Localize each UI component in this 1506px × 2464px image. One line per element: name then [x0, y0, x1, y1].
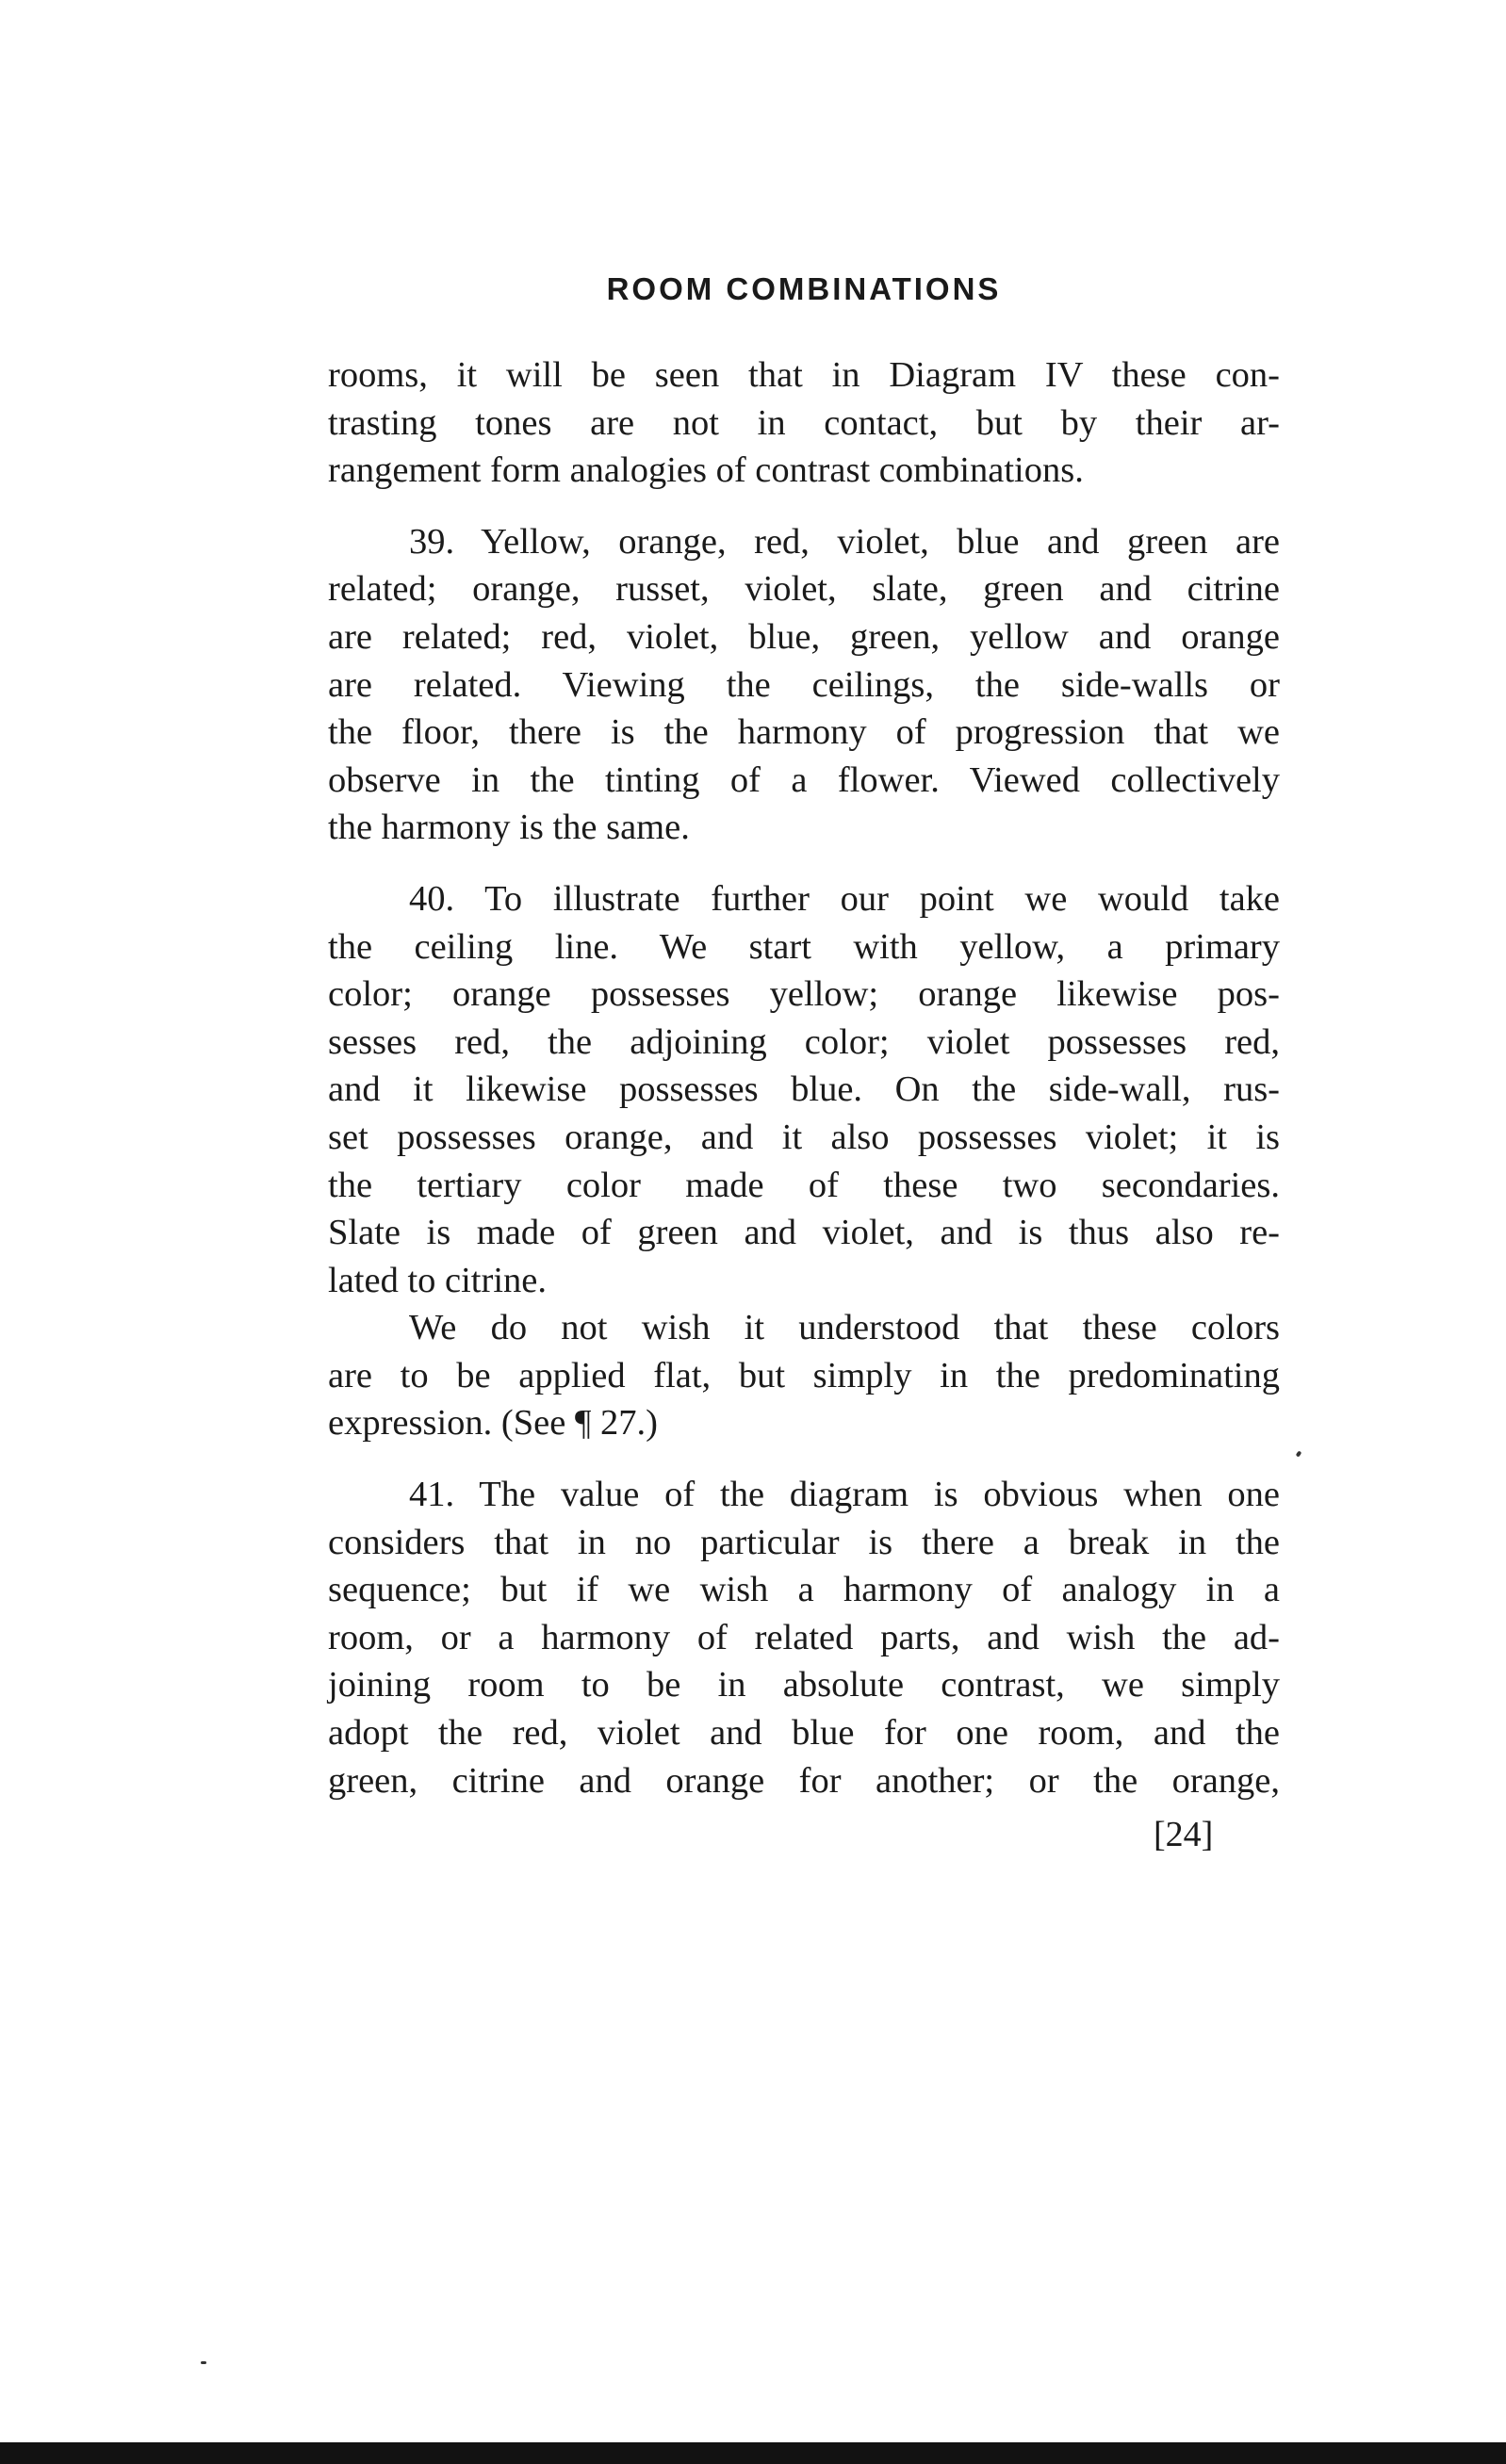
text-line: observe in the tinting of a flower. Viewed collectively [328, 759, 1280, 800]
ink-speck [201, 2361, 206, 2364]
text-line: the floor, there is the harmony of progression that we [328, 712, 1280, 753]
text-line: are related; red, violet, blue, green, yellow and orange [328, 616, 1280, 657]
text-line: are to be applied flat, but simply in the predominating [328, 1355, 1280, 1395]
text-line: the tertiary color made of these two secondaries. [328, 1165, 1280, 1205]
text-line: the ceiling line. We start with yellow, a primary [328, 926, 1280, 967]
paragraph-colors-flat [328, 1304, 1280, 1447]
body-text [328, 351, 1280, 1804]
scan-edge-bar [0, 2442, 1506, 2464]
text-line: lated to citrine. [328, 1260, 547, 1300]
paragraph-40 [328, 875, 1280, 1304]
paragraph-39 [328, 518, 1280, 852]
text-line: related; orange, russet, violet, slate, green and citrine [328, 569, 1280, 610]
text-line: sequence; but if we wish a harmony of analogy in a [328, 1570, 1280, 1610]
paragraph-41 [328, 1471, 1280, 1804]
running-title: ROOM COMBINATIONS [606, 271, 1002, 306]
text-line: 39. Yellow, orange, red, violet, blue and green are [409, 521, 1280, 562]
text-line: 40. To illustrate further our point we would take [409, 878, 1280, 919]
text-line: 41. The value of the diagram is obvious when one [409, 1475, 1280, 1515]
text-line: green, citrine and orange for another; or the orange, [328, 1760, 1280, 1801]
text-line: room, or a harmony of related parts, and wish the ad- [328, 1617, 1280, 1657]
page-number: [24] [1154, 1815, 1214, 1854]
text-line: expression. (See ¶ 27.) [328, 1403, 658, 1444]
text-line: and it likewise possesses blue. On the side-wall, rus- [328, 1069, 1280, 1110]
text-line: sesses red, the adjoining color; violet possesses red, [328, 1021, 1280, 1062]
text-line: set possesses orange, and it also possesses violet; it is [328, 1117, 1280, 1157]
text-line: are related. Viewing the ceilings, the side-walls or [328, 664, 1280, 705]
text-line: color; orange possesses yellow; orange likewise pos- [328, 974, 1280, 1015]
text-line: We do not wish it understood that these colors [409, 1308, 1280, 1348]
paragraph-continued [328, 351, 1280, 495]
text-line: rangement form analogies of contrast combinations. [328, 450, 1084, 491]
text-line: adopt the red, violet and blue for one room, and the [328, 1713, 1280, 1754]
text-line: trasting tones are not in contact, but by their ar- [328, 402, 1280, 443]
text-line: rooms, it will be seen that in Diagram IV these con- [328, 355, 1280, 395]
text-line: joining room to be in absolute contrast, we simply [328, 1665, 1280, 1705]
text-line: the harmony is the same. [328, 808, 690, 848]
ink-speck [1296, 1450, 1302, 1457]
text-line: considers that in no particular is there a break in the [328, 1522, 1280, 1562]
text-line: Slate is made of green and violet, and is thus also re- [328, 1213, 1280, 1253]
